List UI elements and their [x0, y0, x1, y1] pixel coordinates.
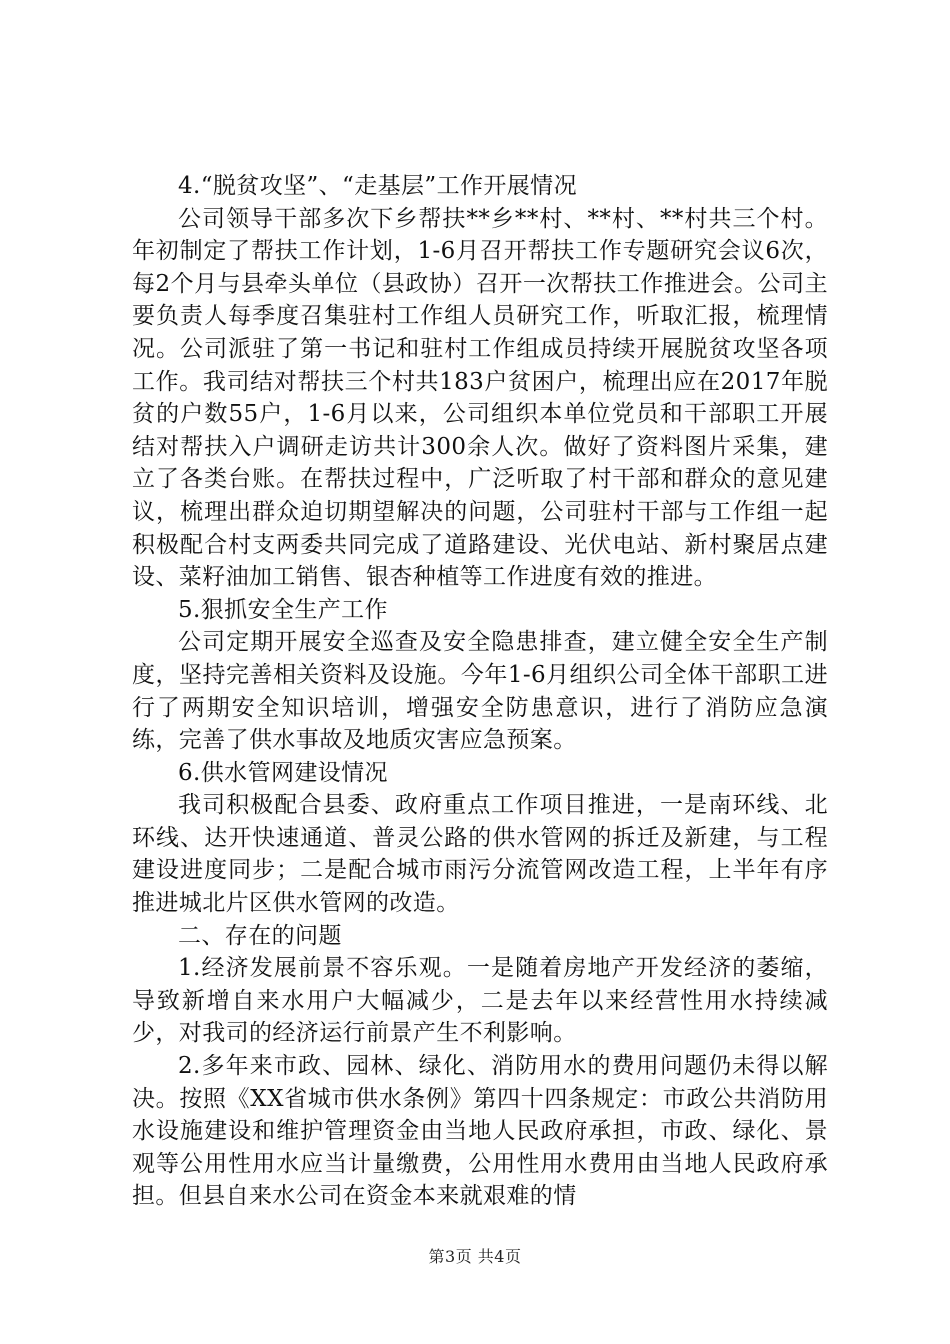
- paragraph-poverty-alleviation: 公司领导干部多次下乡帮扶**乡**村、**村、**村共三个村。年初制定了帮扶工作计划，1-6月召开帮扶工作专题研究会议6次，每2个月与县牵头单位（县政协）召开一次帮扶工作推进会。公司主要负责人每季度召集驻村工作组人员研究工作，听取汇报，梳理情况。公司派驻了第一书记和驻村工作组成员持续开展脱贫攻坚各项工作。我司结对帮扶三个村共183户贫困户，梳理出应在2017年脱贫的户数55户，1-6月以来，公司组织本单位党员和干部职工开展结对帮扶入户调研走访共计300余人次。做好了资料图片采集，建立了各类台账。在帮扶过程中，广泛听取了村干部和群众的意见建议，梳理出群众迫切期望解决的问题，公司驻村干部与工作组一起积极配合村支两委共同完成了道路建设、光伏电站、新村聚居点建设、菜籽油加工销售、银杏种植等工作进度有效的推进。: [132, 205, 828, 591]
- section-heading-problems: 二、存在的问题: [178, 922, 342, 949]
- section-heading-pipe-network: 6.供水管网建设情况: [178, 759, 388, 786]
- paragraph-safety-production: 公司定期开展安全巡查及安全隐患排查，建立健全安全生产制度，坚持完善相关资料及设施。今年1-6月组织公司全体干部职工进行了两期安全知识培训，增强安全防患意识，进行了消防应急演练，完善了供水事故及地质灾害应急预案。: [132, 629, 828, 754]
- document-body: [132, 170, 828, 1213]
- paragraph-problem-2: 2.多年来市政、园林、绿化、消防用水的费用问题仍未得以解决。按照《XX省城市供水条例》第四十四条规定：市政公共消防用水设施建设和维护管理资金由当地人民政府承担，市政、绿化、景观等公用性用水应当计量缴费，公用性用水费用由当地人民政府承担。但县自来水公司在资金本来就艰难的情: [132, 1053, 828, 1210]
- section-heading-safety-production: 5.狠抓安全生产工作: [178, 596, 388, 623]
- paragraph-pipe-network: 我司积极配合县委、政府重点工作项目推进，一是南环线、北环线、达开快速通道、普灵公路的供水管网的拆迁及新建，与工程建设进度同步；二是配合城市雨污分流管网改造工程，上半年有序推进城北片区供水管网的改造。: [132, 792, 828, 917]
- paragraph-problem-1: 1.经济发展前景不容乐观。一是随着房地产开发经济的萎缩，导致新增自来水用户大幅减少，二是去年以来经营性用水持续减少，对我司的经济运行前景产生不利影响。: [132, 955, 828, 1047]
- section-heading-poverty-alleviation: 4.“脱贫攻坚”、“走基层”工作开展情况: [178, 173, 577, 199]
- page-number-footer: 第3页 共4页: [428, 1247, 522, 1266]
